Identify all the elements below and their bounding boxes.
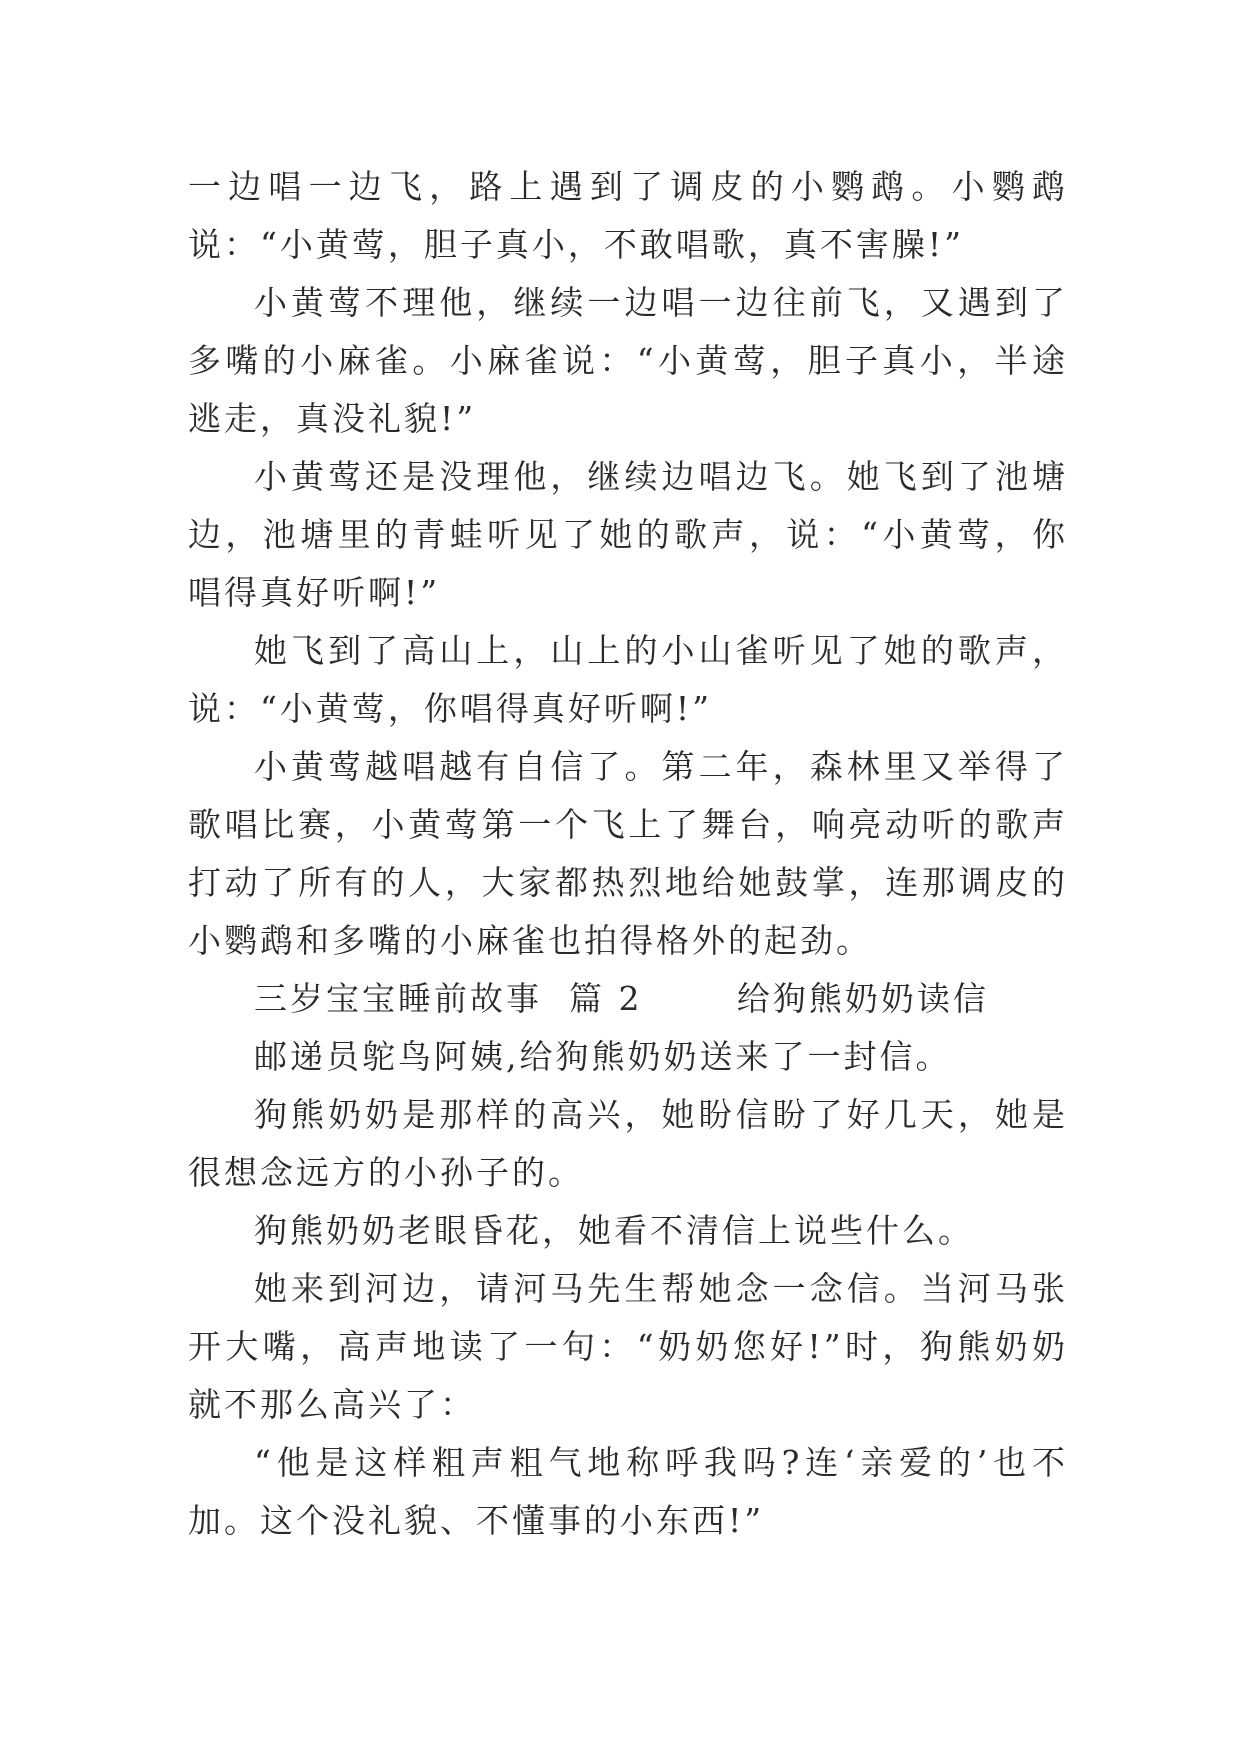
document-body: [188, 158, 1068, 1550]
paragraph: 小黄莺不理他，继续一边唱一边往前飞，又遇到了多嘴的小麻雀。小麻雀说：“小黄莺，胆子真小，半途逃走，真没礼貌!”: [188, 283, 1068, 438]
paragraph: 狗熊奶奶老眼昏花，她看不清信上说些什么。: [254, 1211, 974, 1250]
paragraph: 她飞到了高山上，山上的小山雀听见了她的歌声，说：“小黄莺，你唱得真好听啊!”: [188, 631, 1068, 728]
paragraph: 小黄莺越唱越有自信了。第二年，森林里又举得了歌唱比赛，小黄莺第一个飞上了舞台，响亮动听的歌声打动了所有的人，大家都热烈地给她鼓掌，连那调皮的小鹦鹉和多嘴的小麻雀也拍得格外的起劲。: [188, 747, 1068, 960]
story-heading: 三岁宝宝睡前故事 篇 2 给狗熊奶奶读信: [254, 979, 989, 1018]
paragraph: 一边唱一边飞，路上遇到了调皮的小鹦鹉。小鹦鹉说：“小黄莺，胆子真小，不敢唱歌，真不害臊!”: [188, 167, 1068, 264]
paragraph: 邮递员鸵鸟阿姨,给狗熊奶奶送来了一封信。: [254, 1037, 952, 1076]
paragraph: “他是这样粗声粗气地称呼我吗?连‘亲爱的’也不加。这个没礼貌、不懂事的小东西!”: [188, 1443, 1068, 1540]
paragraph: 小黄莺还是没理他，继续边唱边飞。她飞到了池塘边，池塘里的青蛙听见了她的歌声，说：“小黄莺，你唱得真好听啊!”: [188, 457, 1068, 612]
paragraph: 她来到河边，请河马先生帮她念一念信。当河马张开大嘴，高声地读了一句：“奶奶您好!”时，狗熊奶奶就不那么高兴了：: [188, 1269, 1068, 1424]
paragraph: 狗熊奶奶是那样的高兴，她盼信盼了好几天，她是很想念远方的小孙子的。: [188, 1095, 1068, 1192]
